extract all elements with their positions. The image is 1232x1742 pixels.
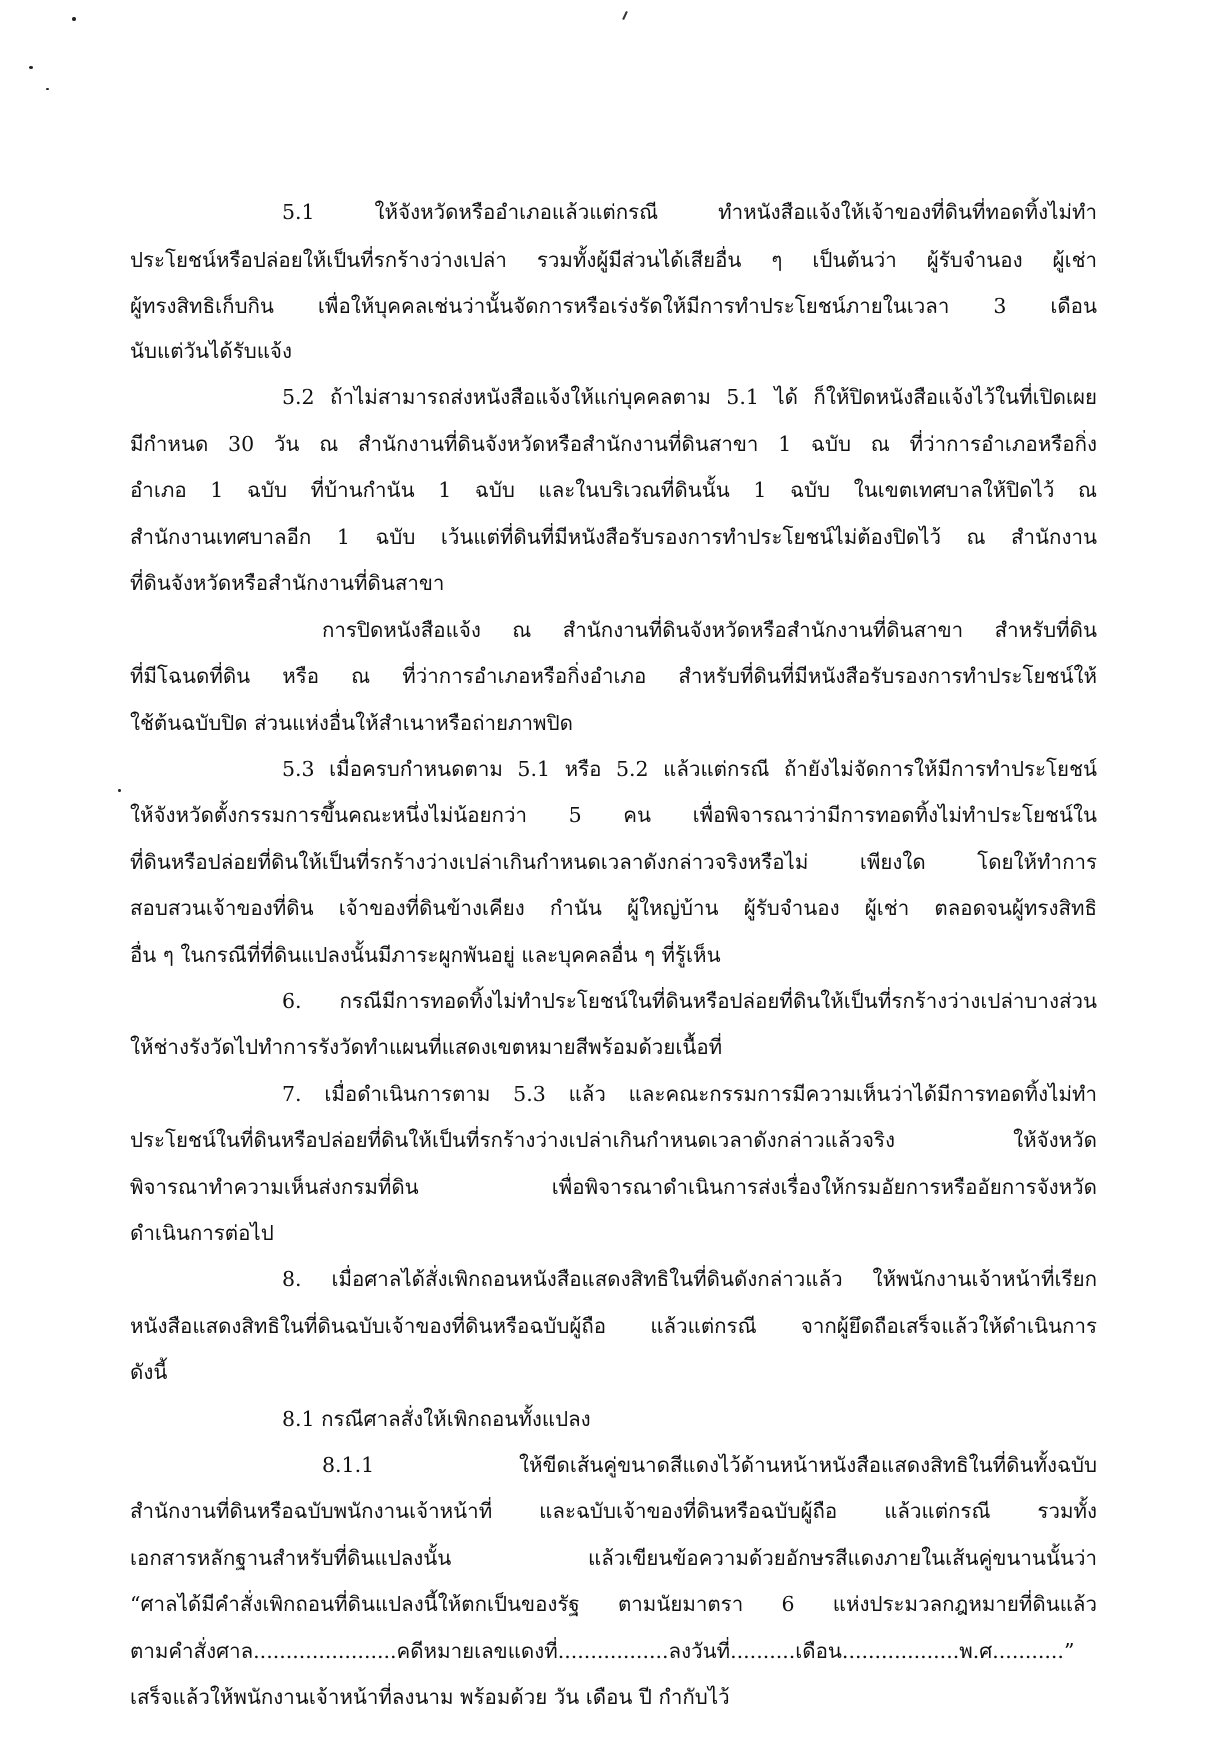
paragraph-5-3-line: อื่น ๆ ในกรณีที่ที่ดินแปลงนั้นมีภาระผูกพันอยู่ และบุคคลอื่น ๆ ที่รู้เห็น (130, 943, 721, 967)
scan-mark (622, 11, 628, 20)
scan-speck (72, 17, 76, 21)
paragraph-5-2-line: ที่ดินจังหวัดหรือสำนักงานที่ดินสาขา (130, 571, 445, 595)
paragraph-posting-line: การปิดหนังสือแจ้ง ณ สำนักงานที่ดินจังหวัดหรือสำนักงานที่ดินสาขา สำหรับที่ดิน (322, 618, 1097, 642)
scan-speck (29, 66, 33, 69)
paragraph-5-2-line: 5.2 ถ้าไม่สามารถส่งหนังสือแจ้งให้แก่บุคคลตาม 5.1 ได้ ก็ให้ปิดหนังสือแจ้งไว้ในที่เปิดเผย (282, 385, 1097, 409)
paragraph-8-line: ดังนี้ (130, 1360, 168, 1384)
paragraph-5-1-line: 5.1 ให้จังหวัดหรืออำเภอแล้วแต่กรณี ทำหนังสือแจ้งให้เจ้าของที่ดินที่ทอดทิ้งไม่ทำ (282, 200, 1097, 224)
paragraph-5-3-line: 5.3 เมื่อครบกำหนดตาม 5.1 หรือ 5.2 แล้วแต่กรณี ถ้ายังไม่จัดการให้มีการทำประโยชน์ (282, 757, 1097, 781)
paragraph-7-line: ดำเนินการต่อไป (130, 1221, 274, 1245)
paragraph-6-line: ให้ช่างรังวัดไปทำการรังวัดทำแผนที่แสดงเขตหมายสีพร้อมด้วยเนื้อที่ (130, 1035, 723, 1059)
paragraph-7-line: 7. เมื่อดำเนินการตาม 5.3 แล้ว และคณะกรรมการมีความเห็นว่าได้มีการทอดทิ้งไม่ทำ (282, 1082, 1097, 1106)
paragraph-8-1-1-line: สำนักงานที่ดินหรือฉบับพนักงานเจ้าหน้าที่ และฉบับเจ้าของที่ดินหรือฉบับผู้ถือ แล้วแต่กรณี รวมทั้ง (130, 1499, 1097, 1523)
paragraph-8-1-1-line: เสร็จแล้วให้พนักงานเจ้าหน้าที่ลงนาม พร้อมด้วย วัน เดือน ปี กำกับไว้ (130, 1685, 730, 1709)
paragraph-5-2-line: อำเภอ 1 ฉบับ ที่บ้านกำนัน 1 ฉบับ และในบริเวณที่ดินนั้น 1 ฉบับ ในเขตเทศบาลให้ปิดไว้ ณ (130, 478, 1097, 502)
paragraph-5-1-line: ผู้ทรงสิทธิเก็บกิน เพื่อให้บุคคลเช่นว่านั้นจัดการหรือเร่งรัดให้มีการทำประโยชน์ภายในเวลา 3 เดือน (130, 294, 1097, 318)
scan-speck (118, 789, 121, 792)
paragraph-8-1-1-line: เอกสารหลักฐานสำหรับที่ดินแปลงนั้น แล้วเขียนข้อความด้วยอักษรสีแดงภายในเส้นคู่ขนานนั้นว่า (130, 1546, 1097, 1570)
paragraph-8-line: 8. เมื่อศาลได้สั่งเพิกถอนหนังสือแสดงสิทธิในที่ดินดังกล่าวแล้ว ให้พนักงานเจ้าหน้าที่เรียก (282, 1267, 1097, 1291)
paragraph-6-line: 6. กรณีมีการทอดทิ้งไม่ทำประโยชน์ในที่ดินหรือปล่อยที่ดินให้เป็นที่รกร้างว่างเปล่าบางส่วน (282, 989, 1097, 1013)
paragraph-5-3-line: ให้จังหวัดตั้งกรรมการขึ้นคณะหนึ่งไม่น้อยกว่า 5 คน เพื่อพิจารณาว่ามีการทอดทิ้งไม่ทำประโยชน์ใน (130, 803, 1097, 827)
heading-8-1: 8.1 กรณีศาลสั่งให้เพิกถอนทั้งแปลง (282, 1407, 591, 1431)
paragraph-8-line: หนังสือแสดงสิทธิในที่ดินฉบับเจ้าของที่ดินหรือฉบับผู้ถือ แล้วแต่กรณี จากผู้ยึดถือเสร็จแล้วให้ดำเนินการ (130, 1314, 1097, 1338)
paragraph-posting-line: ที่มีโฉนดที่ดิน หรือ ณ ที่ว่าการอำเภอหรือกิ่งอำเภอ สำหรับที่ดินที่มีหนังสือรับรองการทำประโยชน์ให้ (130, 664, 1097, 688)
paragraph-5-2-line: มีกำหนด 30 วัน ณ สำนักงานที่ดินจังหวัดหรือสำนักงานที่ดินสาขา 1 ฉบับ ณ ที่ว่าการอำเภอหรือกิ่ง (130, 432, 1097, 456)
paragraph-5-1-line: นับแต่วันได้รับแจ้ง (130, 339, 292, 363)
paragraph-5-2-line: สำนักงานเทศบาลอีก 1 ฉบับ เว้นแต่ที่ดินที่มีหนังสือรับรองการทำประโยชน์ไม่ต้องปิดไว้ ณ สำนักงาน (130, 525, 1097, 549)
paragraph-posting-line: ใช้ต้นฉบับปิด ส่วนแห่งอื่นให้สำเนาหรือถ่ายภาพปิด (130, 711, 573, 735)
paragraph-7-line: ประโยชน์ในที่ดินหรือปล่อยที่ดินให้เป็นที่รกร้างว่างเปล่าเกินกำหนดเวลาดังกล่าวแล้วจริง ให้จังหวัด (130, 1128, 1097, 1152)
paragraph-5-3-line: ที่ดินหรือปล่อยที่ดินให้เป็นที่รกร้างว่างเปล่าเกินกำหนดเวลาดังกล่าวจริงหรือไม่ เพียงใด โดยให้ทำการ (130, 850, 1097, 874)
paragraph-7-line: พิจารณาทำความเห็นส่งกรมที่ดิน เพื่อพิจารณาดำเนินการส่งเรื่องให้กรมอัยการหรืออัยการจังหวัด (130, 1175, 1097, 1199)
paragraph-5-1-line: ประโยชน์หรือปล่อยให้เป็นที่รกร้างว่างเปล่า รวมทั้งผู้มีส่วนได้เสียอื่น ๆ เป็นต้นว่า ผู้รับจำนอง ผู้เช่า (130, 248, 1097, 272)
paragraph-5-3-line: สอบสวนเจ้าของที่ดิน เจ้าของที่ดินข้างเคียง กำนัน ผู้ใหญ่บ้าน ผู้รับจำนอง ผู้เช่า ตลอดจนผู้ทรงสิทธิ (130, 896, 1097, 920)
scan-speck (46, 88, 49, 90)
paragraph-8-1-1-line: 8.1.1 ให้ขีดเส้นคู่ขนาดสีแดงไว้ด้านหน้าหนังสือแสดงสิทธิในที่ดินทั้งฉบับ (322, 1453, 1097, 1477)
paragraph-8-1-1-line: “ศาลได้มีคำสั่งเพิกถอนที่ดินแปลงนี้ให้ตกเป็นของรัฐ ตามนัยมาตรา 6 แห่งประมวลกฎหมายที่ดินแล้ว (130, 1592, 1097, 1616)
paragraph-8-1-1-line: ตามคำสั่งศาล......................คดีหมายเลขแดงที่.................ลงวันที่..........เดือน..................พ.ศ...........” (130, 1639, 1075, 1663)
